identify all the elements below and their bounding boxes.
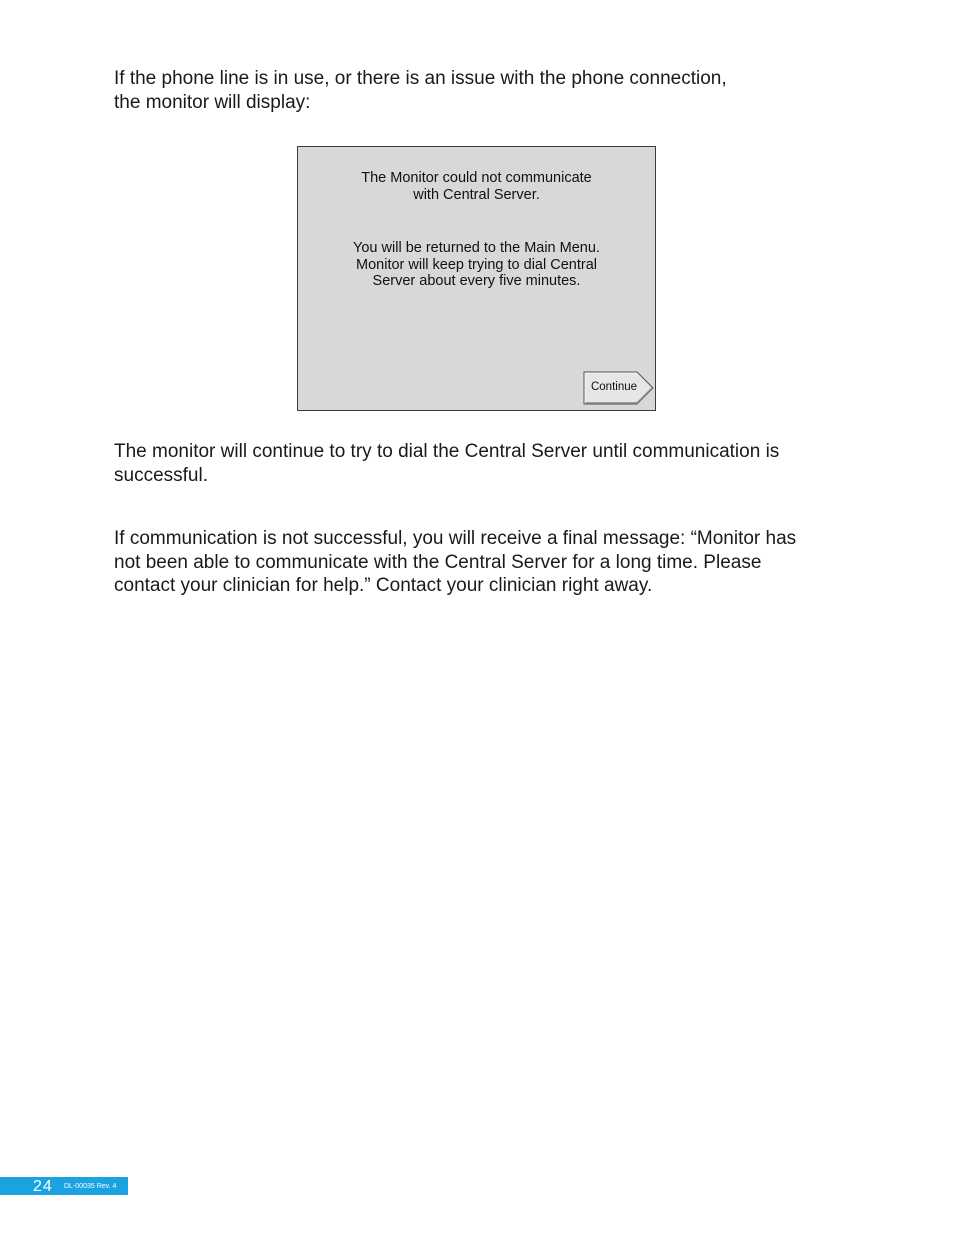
intro-line: the monitor will display: [114, 91, 311, 113]
page-footer-tab [0, 1177, 128, 1195]
final-message-paragraph [114, 527, 796, 598]
document-id: DL-00035 Rev. 4 [64, 1183, 117, 1190]
intro-line: If the phone line is in use, or there is an issue with the phone connection, [114, 68, 727, 89]
continue-button[interactable] [583, 371, 655, 405]
retry-line: successful. [114, 464, 208, 486]
screen-message-line: Server about every five minutes. [372, 273, 581, 289]
page-number: 24 [33, 1178, 53, 1195]
screen-message-line: The Monitor could not communicate [361, 170, 592, 186]
screen-error-message [298, 170, 655, 203]
final-message-line: not been able to communicate with the Central Server for a long time. Please [114, 551, 762, 573]
final-message-line: contact your clinician for help.” Contact your clinician right away. [114, 575, 653, 596]
screen-message-line: with Central Server. [413, 186, 540, 203]
final-message-line: If communication is not successful, you will receive a final message: “Monitor has [114, 528, 797, 549]
continue-button-label: Continue [590, 381, 638, 393]
retry-line: The monitor will continue to try to dial the Central Server until communication is [114, 441, 780, 462]
screen-message-line: You will be returned to the Main Menu. [353, 240, 600, 256]
retry-paragraph [114, 440, 779, 487]
screen-message-line: Monitor will keep trying to dial Central [356, 256, 597, 273]
screen-info-message [298, 240, 655, 290]
intro-paragraph [114, 67, 727, 114]
monitor-screen-screenshot [297, 146, 656, 411]
